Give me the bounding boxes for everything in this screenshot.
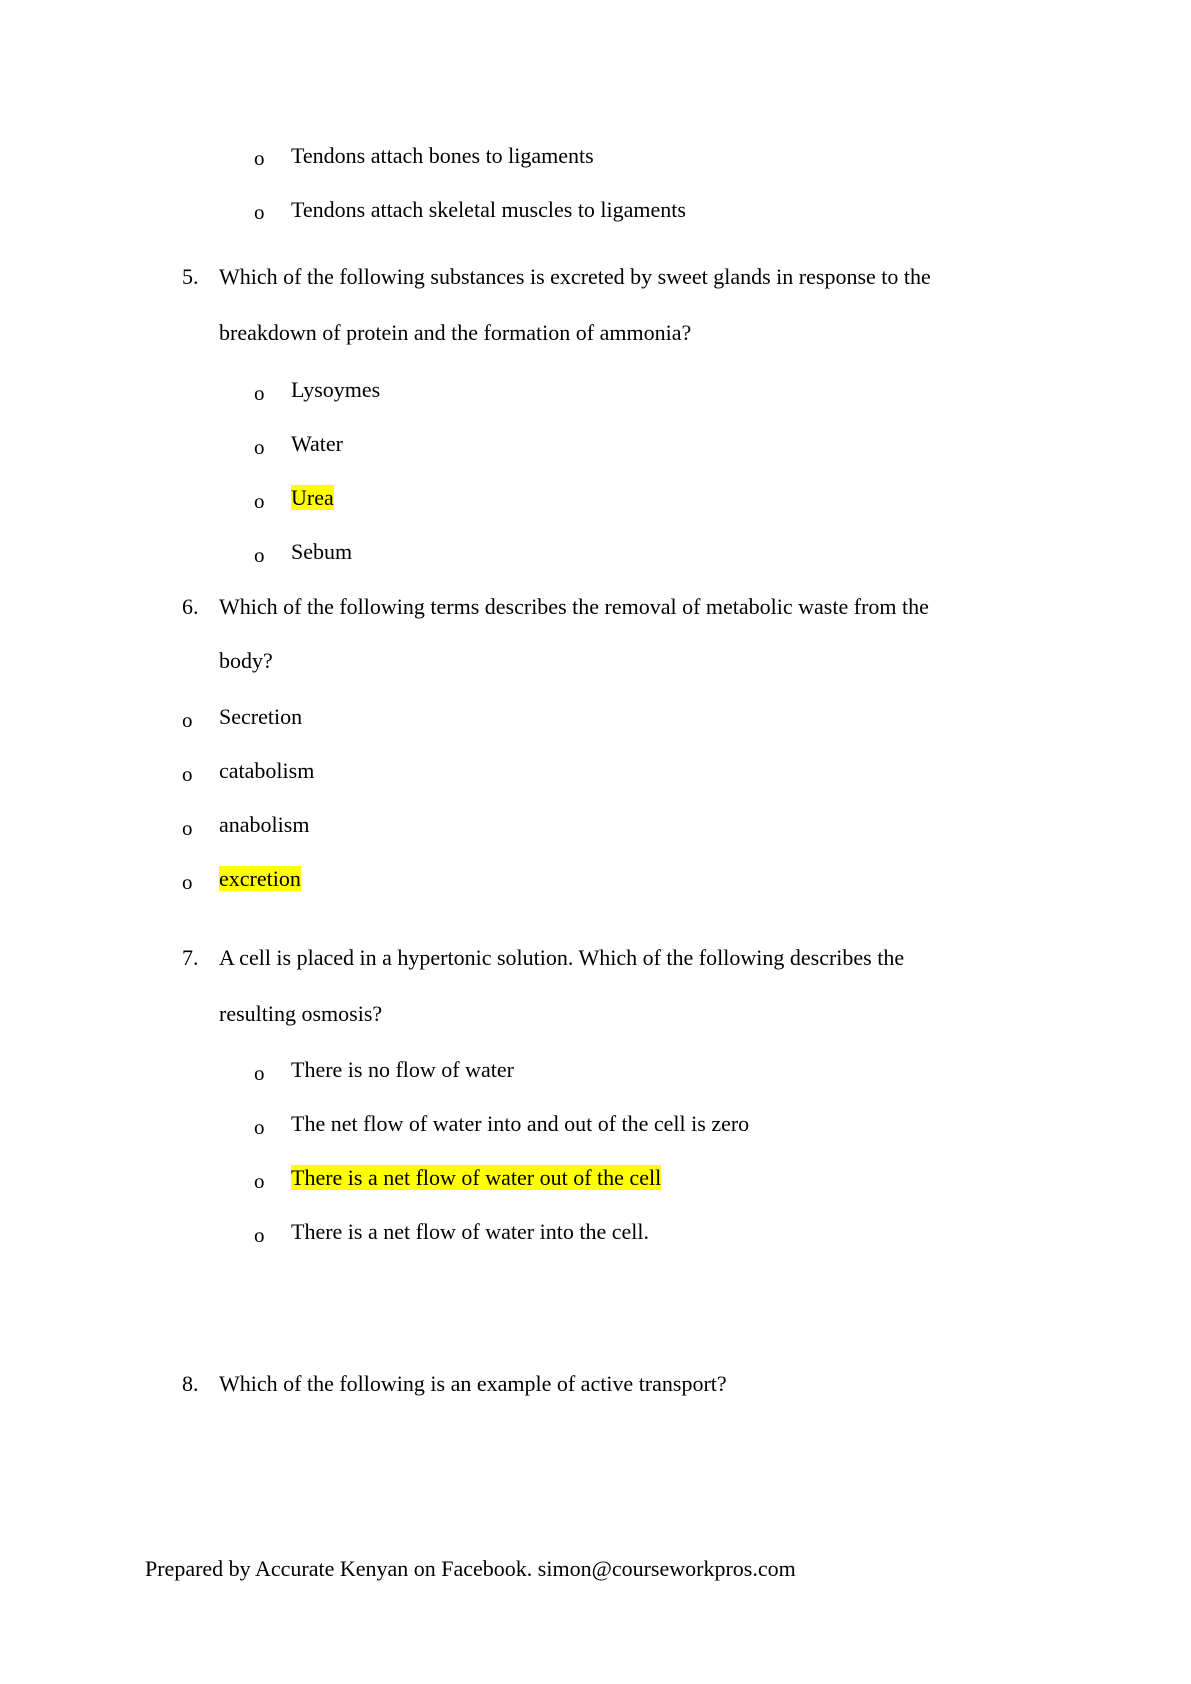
answer-highlight: Urea: [291, 485, 334, 510]
answer-highlight: There is a net flow of water out of the cell: [291, 1165, 662, 1190]
q7-option-4: There is a net flow of water into the cell.: [291, 1219, 649, 1244]
q4-option-2: Tendons attach skeletal muscles to ligaments: [291, 197, 686, 222]
bullet-icon: o: [254, 435, 265, 459]
bullet-icon: o: [182, 762, 193, 786]
bullet-icon: o: [254, 489, 265, 513]
bullet-icon: o: [182, 816, 193, 840]
q6-number: 6.: [182, 594, 199, 619]
q6-option-4-answer: [219, 864, 301, 894]
bullet-icon: o: [254, 200, 265, 224]
q7-option-3-answer: [291, 1163, 661, 1193]
page-footer: Prepared by Accurate Kenyan on Facebook. simon@courseworkpros.com: [145, 1556, 796, 1581]
q4-option-1: Tendons attach bones to ligaments: [291, 143, 594, 168]
bullet-icon: o: [254, 1169, 265, 1193]
q5-option-4: Sebum: [291, 539, 353, 564]
bullet-icon: o: [254, 1115, 265, 1139]
bullet-icon: o: [254, 543, 265, 567]
bullet-icon: o: [254, 1223, 265, 1247]
bullet-icon: o: [254, 381, 265, 405]
bullet-icon: o: [182, 708, 193, 732]
q6-option-3: anabolism: [219, 812, 310, 837]
q5-option-1: Lysoymes: [291, 377, 381, 402]
q7-option-2: The net flow of water into and out of the cell is zero: [291, 1111, 750, 1136]
q7-number: 7.: [182, 945, 199, 970]
q7-option-1: There is no flow of water: [291, 1057, 514, 1082]
q6-text-line1: Which of the following terms describes the removal of metabolic waste from the: [219, 594, 929, 619]
q5-text-line1: Which of the following substances is excreted by sweet glands in response to the: [219, 264, 931, 289]
answer-highlight: excretion: [219, 866, 301, 891]
q8-number: 8.: [182, 1371, 199, 1396]
q7-text-line1: A cell is placed in a hypertonic solution. Which of the following describes the: [219, 945, 905, 970]
q8-text-line1: Which of the following is an example of active transport?: [219, 1371, 727, 1396]
q6-option-1: Secretion: [219, 704, 303, 729]
q6-text-line2: body?: [219, 648, 273, 673]
q5-number: 5.: [182, 264, 199, 289]
q5-option-3-answer: [291, 483, 334, 513]
bullet-icon: o: [182, 870, 193, 894]
q6-option-2: catabolism: [219, 758, 315, 783]
q5-text-line2: breakdown of protein and the formation of ammonia?: [219, 320, 692, 345]
bullet-icon: o: [254, 1061, 265, 1085]
bullet-icon: o: [254, 146, 265, 170]
q7-text-line2: resulting osmosis?: [219, 1001, 383, 1026]
q5-option-2: Water: [291, 431, 343, 456]
